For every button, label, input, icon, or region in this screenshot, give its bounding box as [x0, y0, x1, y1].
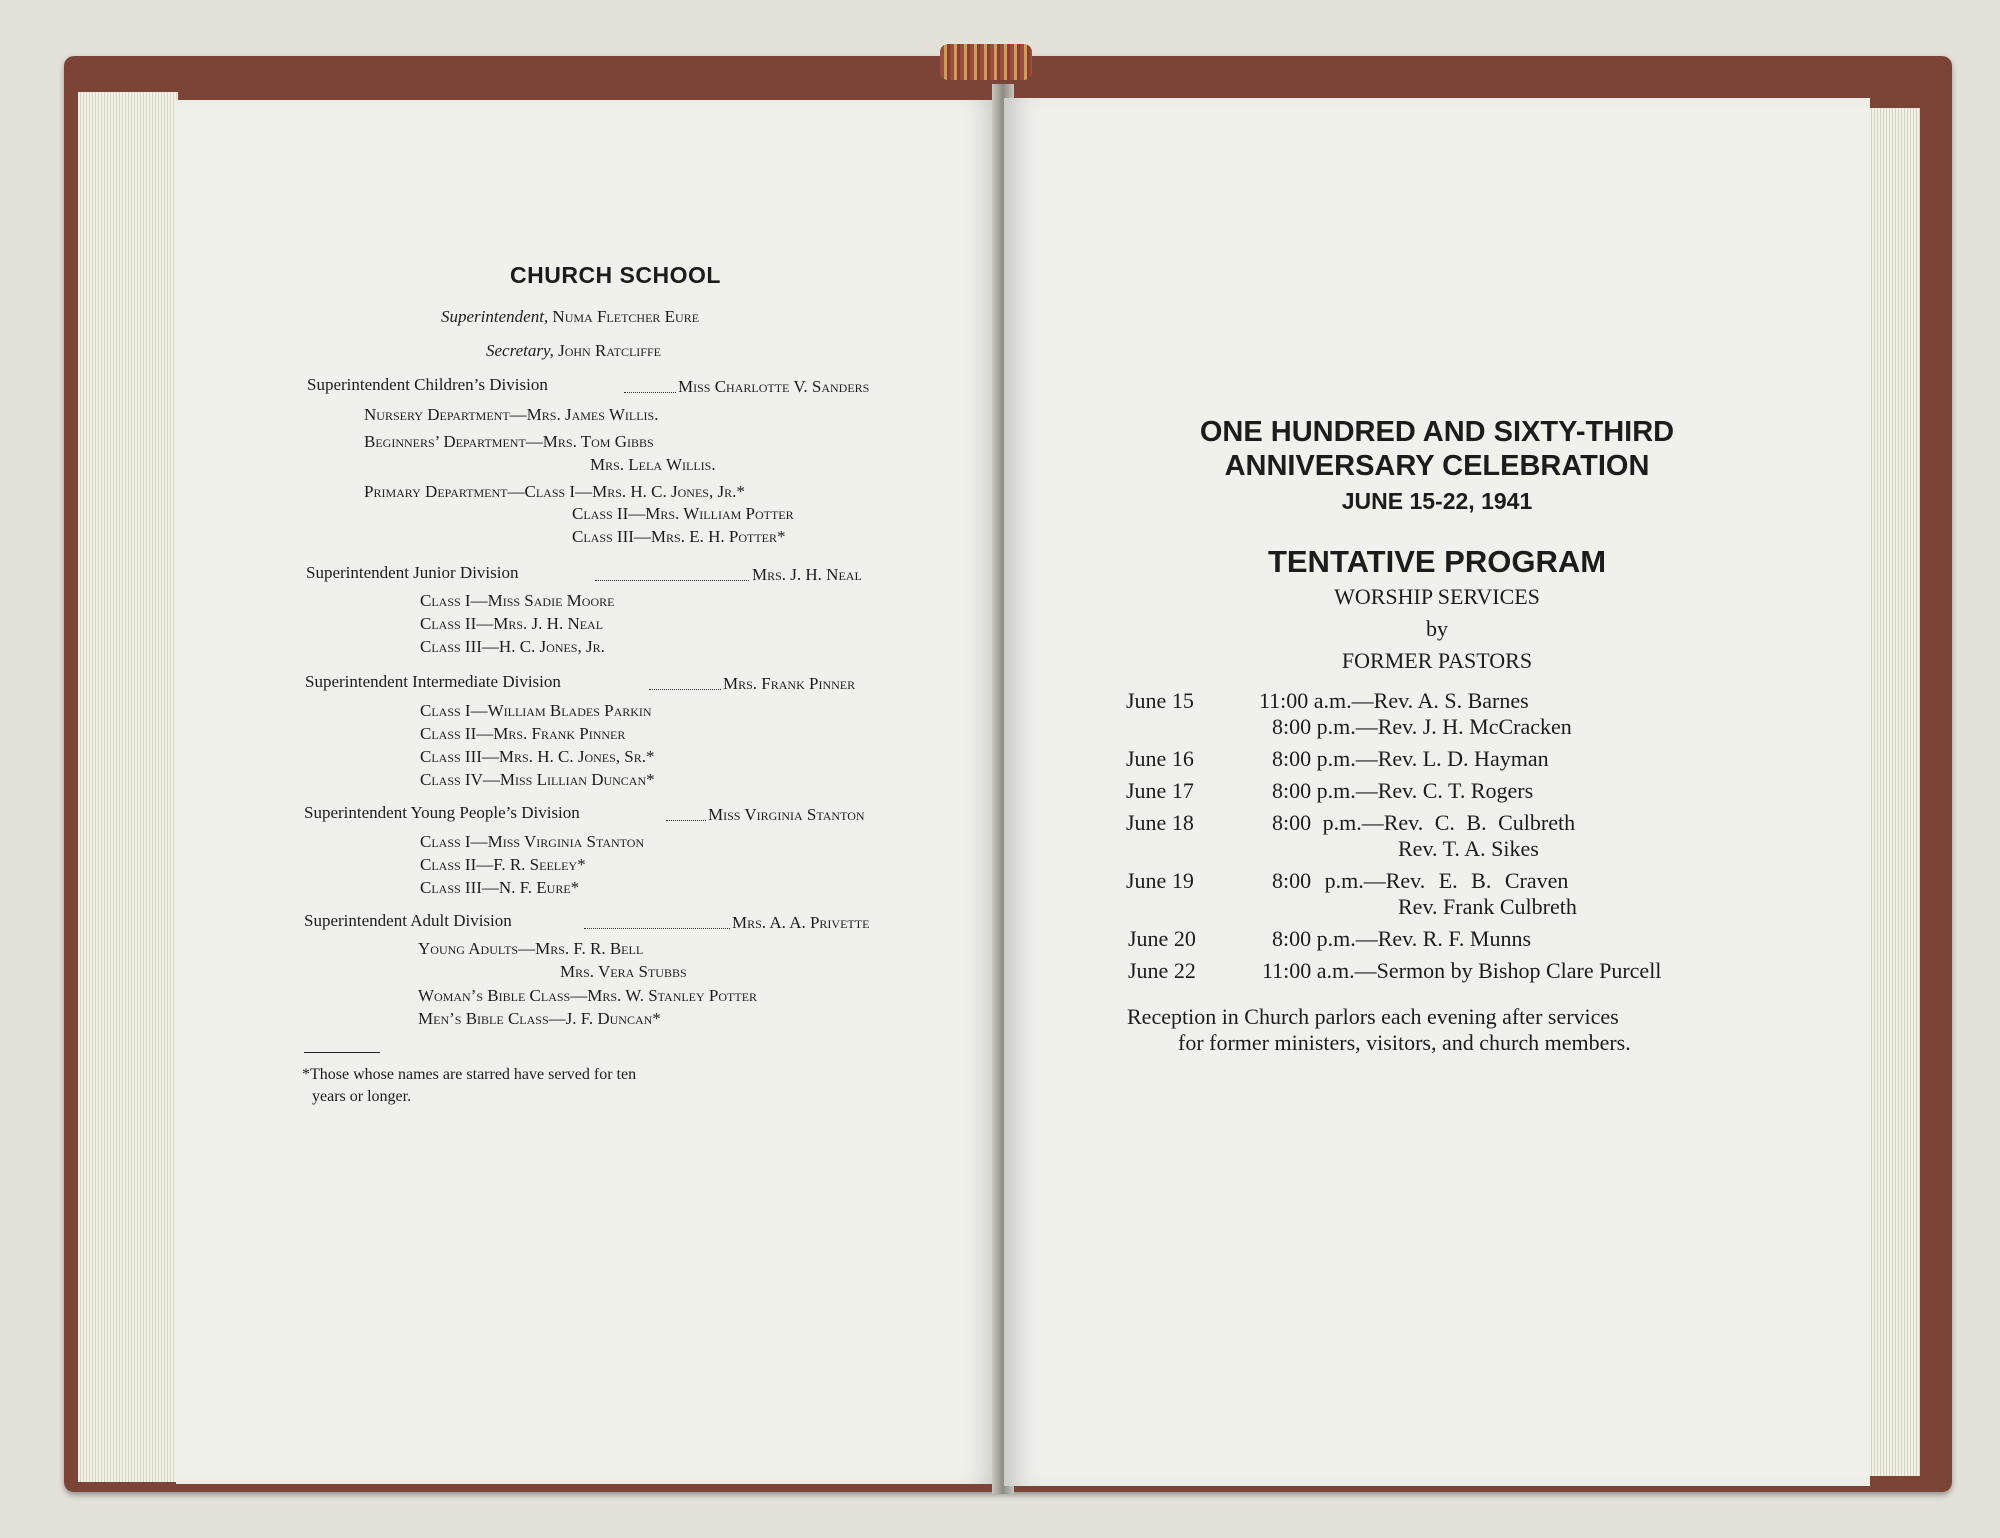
- schedule-date: June 16: [1126, 746, 1194, 771]
- leader-dots: [595, 580, 749, 581]
- junior-class-2: Class II—Mrs. J. H. Neal: [420, 614, 604, 633]
- young-people-division-name: Miss Virginia Stanton: [708, 805, 865, 824]
- schedule-entry: 8:00 p.m.—Rev. C. T. Rogers: [1272, 778, 1534, 803]
- adult-division-name: Mrs. A. A. Privette: [732, 913, 870, 932]
- young-people-class-3: Class III—N. F. Eure*: [420, 878, 580, 897]
- celebration-dates: JUNE 15-22, 1941: [1341, 488, 1533, 514]
- spine-headband: [940, 44, 1032, 80]
- beginners-department-2: Mrs. Lela Willis.: [590, 455, 716, 474]
- adult-division-label: Superintendent Adult Division: [304, 911, 512, 930]
- secretary-label: Secretary,: [486, 341, 554, 360]
- nursery-department: Nursery Department—Mrs. James Willis.: [364, 405, 659, 424]
- intermediate-division-name: Mrs. Frank Pinner: [723, 674, 856, 693]
- page-edges-left: [78, 92, 178, 1482]
- intermediate-class-4: Class IV—Miss Lillian Duncan*: [420, 770, 655, 789]
- schedule-entry: 11:00 a.m.—Sermon by Bishop Clare Purcell: [1262, 958, 1662, 983]
- leader-dots: [584, 928, 730, 929]
- junior-class-1: Class I—Miss Sadie Moore: [420, 591, 615, 610]
- young-people-division-label: Superintendent Young People’s Division: [304, 803, 580, 822]
- schedule-entry-continued: Rev. T. A. Sikes: [1398, 836, 1539, 861]
- children-division-label: Superintendent Children’s Division: [307, 375, 548, 394]
- intermediate-division-label: Superintendent Intermediate Division: [305, 672, 561, 691]
- schedule-entry: 11:00 a.m.—Rev. A. S. Barnes: [1259, 688, 1529, 713]
- mens-bible-class: Men’s Bible Class—J. F. Duncan*: [418, 1009, 661, 1028]
- children-division-name: Miss Charlotte V. Sanders: [678, 377, 870, 396]
- intermediate-class-2: Class II—Mrs. Frank Pinner: [420, 724, 626, 743]
- by-text: by: [1426, 616, 1448, 641]
- womens-bible-class: Woman’s Bible Class—Mrs. W. Stanley Potter: [418, 986, 758, 1005]
- superintendent-line: [441, 306, 699, 328]
- leader-dots: [624, 392, 676, 393]
- beginners-department: Beginners’ Department—Mrs. Tom Gibbs: [364, 432, 654, 451]
- church-school-heading: CHURCH SCHOOL: [510, 262, 721, 288]
- schedule-date: June 20: [1128, 926, 1196, 951]
- secretary-line: [486, 340, 661, 362]
- footnote-rule: [304, 1052, 380, 1053]
- schedule-date: June 17: [1126, 778, 1194, 803]
- leader-dots: [666, 820, 706, 821]
- young-adults: Young Adults—Mrs. F. R. Bell: [418, 939, 644, 958]
- footnote-line-2: years or longer.: [312, 1088, 412, 1105]
- schedule-date: June 22: [1128, 958, 1196, 983]
- intermediate-class-3: Class III—Mrs. H. C. Jones, Sr.*: [420, 747, 655, 766]
- primary-class-3: Class III—Mrs. E. H. Potter*: [572, 527, 786, 546]
- schedule-entry-continued: 8:00 p.m.—Rev. J. H. McCracken: [1272, 714, 1572, 739]
- superintendent-label: Superintendent,: [441, 307, 549, 326]
- primary-class-2: Class II—Mrs. William Potter: [572, 504, 794, 523]
- former-pastors-subtitle: FORMER PASTORS: [1341, 648, 1533, 673]
- footnote-line-1: *Those whose names are starred have served for ten: [302, 1066, 637, 1083]
- leader-dots: [649, 689, 721, 690]
- junior-division-label: Superintendent Junior Division: [306, 563, 519, 582]
- schedule-entry: 8:00 p.m.—Rev. C. B. Culbreth: [1272, 810, 1576, 835]
- young-people-class-2: Class II—F. R. Seeley*: [420, 855, 586, 874]
- reception-note-line-2: for former ministers, visitors, and church members.: [1178, 1030, 1631, 1055]
- young-adults-2: Mrs. Vera Stubbs: [560, 962, 687, 981]
- schedule-date: June 15: [1126, 688, 1194, 713]
- schedule-date: June 18: [1126, 810, 1194, 835]
- schedule-entry-continued: Rev. Frank Culbreth: [1398, 894, 1577, 919]
- schedule-entry: 8:00 p.m.—Rev. R. F. Munns: [1272, 926, 1532, 951]
- schedule-date: June 19: [1126, 868, 1194, 893]
- secretary-name: John Ratcliffe: [558, 341, 661, 360]
- left-page: [176, 100, 1002, 1484]
- junior-class-3: Class III—H. C. Jones, Jr.: [420, 637, 605, 656]
- worship-services-subtitle: WORSHIP SERVICES: [1334, 584, 1540, 609]
- right-page: [1004, 98, 1870, 1486]
- schedule-entry: 8:00 p.m.—Rev. E. B. Craven: [1272, 868, 1569, 893]
- primary-department: Primary Department—Class I—Mrs. H. C. Jones, Jr.*: [364, 482, 745, 501]
- reception-note-line-1: Reception in Church parlors each evening after services: [1127, 1004, 1619, 1029]
- junior-division-name: Mrs. J. H. Neal: [752, 565, 862, 584]
- superintendent-name: Numa Fletcher Eure: [552, 307, 700, 326]
- intermediate-class-1: Class I—William Blades Parkin: [420, 701, 652, 720]
- young-people-class-1: Class I—Miss Virginia Stanton: [420, 832, 645, 851]
- anniversary-title-2: ANNIVERSARY CELEBRATION: [1224, 450, 1650, 482]
- schedule-entry: 8:00 p.m.—Rev. L. D. Hayman: [1272, 746, 1549, 771]
- tentative-program-title: TENTATIVE PROGRAM: [1267, 544, 1607, 579]
- anniversary-title-1: ONE HUNDRED AND SIXTY-THIRD: [1199, 416, 1675, 448]
